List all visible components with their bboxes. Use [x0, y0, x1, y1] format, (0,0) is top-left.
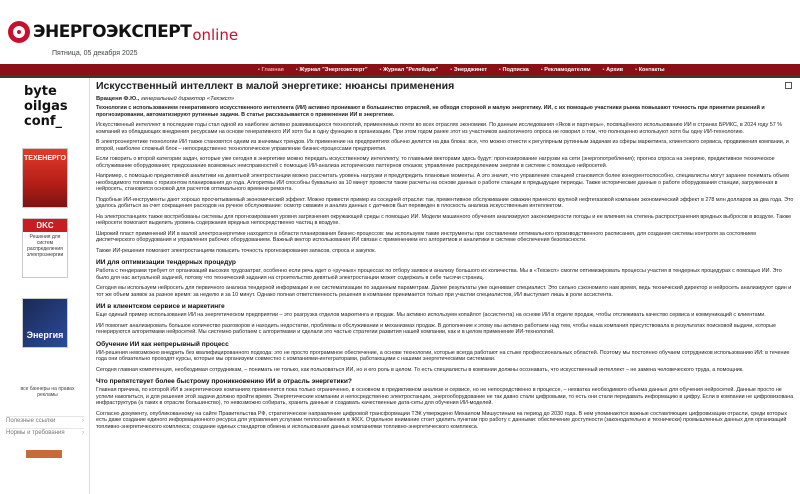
- current-date: Пятница, 05 декабря 2025: [52, 50, 138, 57]
- article-paragraph: В электроэнергетике технологии ИИ также становятся одним из значимых трендов. Их применение на предприятиях обычно делится на два блока: все, что можно отнести к регулярным рутинным задачам из сферы маркетинга, клиентского сервиса, продвижения компании, и второй, наиболее сложный блок – непосредственно технологическое управление бизнес-процессами предприятия.: [96, 139, 789, 152]
- byte-oilgas-banner[interactable]: [24, 84, 68, 129]
- article-paragraph: Сегодня мы используем нейросеть для первичного анализа тендерной информации и ее систематизации по заданным параметрам. Далее результаты уже оценивает специалист. Это сильно сэкономило нам время, ведь технический директор и нейросеть анализируют один и тот же объем заявок за разное время: за неделю и за 10 минут. Однако полная ответственность решения в компании принимается только при участии специалистов, ИИ выступает лишь в роли ассистента.: [96, 285, 792, 298]
- nav-item-energinet[interactable]: ▪ Энерджинет: [450, 67, 487, 73]
- nav-item-energoexpert-journal[interactable]: ▪ Журнал "Энергоэксперт": [296, 67, 368, 73]
- author-role: генеральный директор «Техэксп»: [140, 96, 235, 102]
- article-paragraph: Еще одиный пример использования ИИ на энергетическом предприятии – это разгрузка отделов маркетинга и продаж. Мы активно используем копайлот (ассистента) на основе ИИ в отделе продаж, чтобы отслеживать качество сервиса и коммуникаций с клиентами.: [96, 312, 766, 318]
- site-header: [0, 0, 800, 58]
- dkc-text: Решения для систем распределения электроэнергии: [26, 234, 64, 258]
- article-paragraph: Главная причина, по которой ИИ в энергетических компаниях применяется пока только ограниченно, в основном в предиктивном анализе и сервисе, но не непосредственно в процессе, – нехватка необходимого объема данных для обучения нейросетей. Данные просто не успели накопиться, и для решения этой задачи должно пройти время. Энергетические компании и непосредственно электростанции, энергооборудование не так давно стали цифровыми, то есть они стали передавать информацию в цифру. Если в компании не цифровизована инфраструктура (а таких в отрасли большинство), то невозможно собирать, хранить данные и создавать качественные дата-сеты для обучения ИИ-моделей.: [96, 387, 794, 406]
- article-paragraph: Подобные ИИ-инструменты дают хорошо просчитываемый экономический эффект. Можно привести пример из соседней отрасли: так, превентивное обслуживание скважин принесло крупной нефтегазовой компании экономический эффект в 278 млн долларов за два года. Это удалось добиться за счет сокращения расходов на ручное обслуживание: осмотр скважин и анализ данных с датчиков был переведен в плоскость анализа искусственным интеллектом.: [96, 196, 794, 209]
- article-paragraph: Если говорить о второй категории задач, которые уже сегодня в энергетике можно передать искусственному интеллекту, то главными векторами здесь будут: прогнозирование нагрузки на сети (энергопотребления); прогноз спроса на энергию, предиктивное техническое обслуживание оборудования; предсказание возможных неисправностей с помощью ИИ-анализа исторических паттернов отказов; управление распределением энергии в системе с помощью нейросетей.: [96, 156, 775, 169]
- dkc-banner[interactable]: [22, 218, 68, 278]
- article-paragraph: Работа с тендерами требует от организаций высоких трудозатрат, особенно если речь идет о «ручных» процессах по отбору заявок и анализу большого их количества. Мы в «Техэксп» смогли оптимизировать процессы участия в тендерных процедурах с помощью ИИ. Это было для нас актуальной задачей, потому что технический задания на строительство девятьюй электростанции может содержать в себе тысячи страниц.: [96, 268, 782, 281]
- chevron-right-icon: ›: [82, 430, 84, 436]
- article-paragraph: Широкий пласт применений ИИ в малой электроэнергетике находится в области планирования бизнес-процессов: мы используем такие инструменты при составлении оптимального производственного расписания, для создания системы контроля за состоянием диспетчерского оборудования и управления рабочих оборудованием. Важный вектор использования ИИ связан с применением его алгоритмов и аналитики в системе обеспечения безопасности.: [96, 230, 756, 243]
- texenergo-banner[interactable]: [22, 148, 68, 208]
- section-heading: ИИ для оптимизации тендерных процедур: [96, 259, 236, 266]
- sidebar-link-norms[interactable]: [6, 428, 84, 436]
- article-paragraph: Согласно документу, опубликованному на сайте Правительства РФ, стратегическое направление цифровой трансформации ТЭК утверждено Михаилом Мишустиным на период до 2030 года. В нем упоминаются важные составляющие цифровизации отрасли, среди которых есть даже создание единого информационного ресурса для управления услугами теплоснабжения в ЖКХ. Отдельное внимание стоит уделить пунктам про работу с данными: обеспечение доступности (законодательно и технически) промышленных данных для организаций топливно-энергетического комплекса; создание единых стандартов обмена и использования данных компаниями топливно-энергетического комплекса.: [96, 410, 788, 430]
- nav-item-home[interactable]: ▪ Главная: [258, 67, 284, 73]
- article-title: Искусственный интеллект в малой энергетике: нюансы применения: [96, 80, 455, 92]
- article-paragraph: Например, с помощью предиктивной аналитики на девятьюй электростанции можно рассчитать уровень нагрузки и предупредить плановые моменты. А это значит, что управление станцией становится более конкурентоспособно, специалисты могут заранее понимать объем необходимого топлива с горизонтом планирования до года. Алгоритмы ИИ способны буквально за 10 минут провести такие расчеты на основе данных о работе станции в предыдущие периоды. Также исторические данные о работе оборудования станции, загруженная в нейросеть, становится основой для расчетов оптимального времени ремонта.: [96, 173, 789, 192]
- article-paragraph: ИИ-решения невозможно внедрить без квалифицированного подхода: это не просто программное обеспечение, а основе технологии, которые всегда работают на стыке профессиональных областей. Поэтому мы постоянно обучаем сотрудников использованию ИИ: в течение года они обязательно проходят курсы, которые мы организуем совместно с компаниями-интеграторами, работающими с нашими энергетическими системами.: [96, 349, 790, 362]
- main-nav: [0, 64, 800, 75]
- section-heading: Обучение ИИ как непрерывный процесс: [96, 340, 229, 348]
- sidebar: [0, 78, 90, 494]
- article-paragraph: Сегодня главная компетенция, необходимая сотрудникам, – понимать не только, как пользоваться ИИ, но и его роль в целом. То есть специалисты в компании должны осознавать, что искусственный интеллект – не замена человеческого труда, а помощник.: [96, 366, 744, 373]
- byte-logo-line: conf_: [24, 114, 63, 129]
- article: [96, 80, 796, 494]
- byte-logo-line: oilgas: [24, 99, 68, 114]
- sidebar-link-useful[interactable]: [6, 416, 84, 424]
- nav-item-archive[interactable]: ▪ Архив: [603, 67, 624, 73]
- texenergo-title: ТЕХЕНЕРГО: [24, 155, 66, 162]
- sidebar-link-label: Полезные ссылки: [6, 418, 56, 424]
- dkc-brand: DKC: [23, 219, 67, 232]
- byte-logo-line: byte: [24, 84, 57, 99]
- nav-item-subscription[interactable]: ▪ Подписка: [499, 67, 529, 73]
- article-byline: [96, 96, 796, 102]
- article-paragraph: Искусственный интеллект в последние годы стал одной из наиболее активно развивающихся технологий, применяемых почти во всех отраслях экономики. По данным исследования «Яков и партнеры», посвящённого использованию ИИ в странах БРИКС, в 2024 году 57 % компаний из обладающих внедрения ресурсами на основе генеративного ИИ хотя бы в одну функцию в организации. При этом годом ранее этот из участников аналогичного опроса не говорил о том, что полноценно используют хотя бы одну ИИ-технологию.: [96, 122, 783, 135]
- banners-caption: все баннеры на правах рекламы: [20, 386, 75, 398]
- energiya-title: Энергия: [26, 330, 64, 340]
- article-lead: Технологии с использованием генеративного искусственного интеллекта (ИИ) активно проникают в большинство отраслей, не обходя стороной и малую энергетику. ИИ, с их помощью участники рынка повышают точность при принятии решений и прогнозировании, автоматизируют рутинные задачи. В статье рассказывается о применении ИИ в энергетике.: [96, 105, 765, 118]
- author-name: Вращеня Ф.Ю.,: [96, 96, 140, 102]
- nav-item-releyshchik-journal[interactable]: ▪ Журнал "Релейщик": [380, 67, 439, 73]
- section-heading: ИИ в клиентском сервисе и маркетинге: [96, 303, 225, 310]
- article-paragraph: На электростанциях также востребованы системы для прогнозирования уровня загрязнения окружающей среды с помощью ИИ. Модели машинного обучения анализируют закономерности погоды и ее влияния на степень распространения вредных выбросов в воздухе. Также нейросети помогают выделить уровень содержания вредных непосредственно частиц в воздухе.: [96, 213, 792, 226]
- article-paragraph: ИИ помогает анализировать большое количество разговоров и находить недостатки, проблемы в обслуживании и механизмах продаж. В дополнение к этому мы активно работаем над тем, чтобы наша компания присутствовала в результатах поисковой выдачи, которые генерируются алгоритмами нейросетей. Мы системно работаем с алгоритмами и сделали это частью стратегии развития нашей компании, как и в целом применение ИИ-технологий.: [96, 322, 776, 335]
- article-body: [96, 105, 796, 430]
- article-paragraph: Также ИИ-решения помогают электростанциям повысить точность прогнозирования запасов, спроса и закупок.: [96, 247, 376, 254]
- nav-item-contacts[interactable]: ▪ Контакты: [635, 67, 664, 73]
- sidebar-link-label: Нормы и требования: [6, 430, 65, 436]
- chevron-right-icon: ›: [82, 418, 84, 424]
- nav-item-advertisers[interactable]: ▪ Рекламодателям: [541, 67, 591, 73]
- nav-divider: [0, 75, 800, 78]
- visitor-counter-badge[interactable]: [26, 450, 62, 458]
- energiya-banner[interactable]: [22, 298, 68, 348]
- logo-mark-icon: [8, 21, 30, 43]
- logo-text: ЭНЕРГОЭКСПЕРТ: [33, 22, 192, 42]
- logo-online: online: [192, 26, 239, 44]
- print-icon[interactable]: [785, 82, 792, 89]
- section-heading: Что препятствует более быстрому проникновению ИИ в отрасль энергетики?: [96, 378, 352, 385]
- site-logo[interactable]: [8, 18, 238, 46]
